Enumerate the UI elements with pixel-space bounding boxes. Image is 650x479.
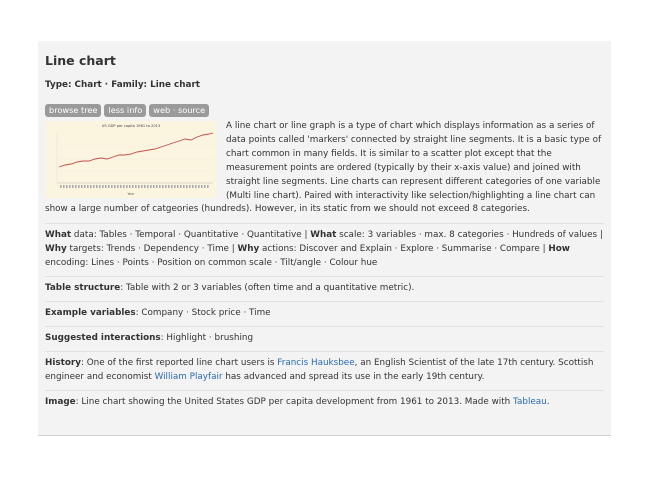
suggested-interactions-text: : Highlight · brushing bbox=[160, 332, 254, 343]
example-variables-label: Example variables bbox=[45, 307, 136, 318]
thumbnail-series-line bbox=[59, 133, 213, 167]
image-text: : Line chart showing the United States GDP per capita development from 1961 to 2013. Made with bbox=[75, 396, 514, 407]
image-section bbox=[45, 390, 604, 415]
thumbnail-svg bbox=[45, 121, 216, 198]
what-data-text: data: Tables · Temporal · Quantitative · Quantitative | bbox=[71, 230, 311, 241]
why-targets-label: Why bbox=[45, 244, 67, 255]
web-source-tag[interactable]: web · source bbox=[149, 104, 209, 117]
tableau-link[interactable]: Tableau bbox=[513, 396, 547, 407]
line-chart-thumbnail bbox=[45, 121, 216, 198]
image-label: Image bbox=[45, 396, 76, 407]
what-why-how-section bbox=[45, 223, 604, 276]
less-info-tag[interactable]: less info bbox=[104, 104, 146, 117]
table-structure-section bbox=[45, 276, 604, 301]
thumbnail-title: US GDP per capita 1961 to 2013 bbox=[101, 124, 161, 128]
thumbnail-x-label: Year bbox=[127, 192, 135, 196]
type-family-line: Type: Chart · Family: Line chart bbox=[45, 80, 201, 90]
suggested-interactions-label: Suggested interactions bbox=[45, 332, 161, 343]
history-text-1: : One of the first reported line chart users is bbox=[80, 357, 278, 368]
history-label: History bbox=[45, 357, 81, 368]
card-title: Line chart bbox=[45, 53, 116, 68]
history-text-2: , an English Scientist of the late 17th century. Scottish engineer and economist bbox=[45, 357, 594, 382]
what-data-label: What bbox=[45, 230, 72, 241]
why-targets-text: targets: Trends · Dependency · Time | bbox=[66, 244, 238, 255]
browse-tree-tag[interactable]: browse tree bbox=[45, 104, 101, 117]
history-text-3: has advanced and spread its use in the early 19th century. bbox=[222, 371, 485, 382]
why-actions-text: actions: Discover and Explain · Explore · Summarise · Compare | bbox=[259, 244, 549, 255]
how-text: encoding: Lines · Points · Position on common scale · Tilt/angle · Colour hue bbox=[45, 258, 378, 269]
image-text-end: . bbox=[546, 396, 550, 407]
history-section bbox=[45, 351, 604, 390]
how-label: How bbox=[548, 244, 570, 255]
example-variables-text: : Company · Stock price · Time bbox=[135, 307, 271, 318]
william-playfair-link[interactable]: William Playfair bbox=[154, 371, 223, 382]
why-actions-label: Why bbox=[237, 244, 260, 255]
description-text: A line chart or line graph is a type of chart which displays information as a series of data points called 'markers' connected by straight line segments. It is a basic type of chart common in many fields. It is similar to a scatter plot except that the measurement points are ordered (typically by their x-axis value) and joined with straight line segments. Line charts can represent different categories of one variable (Multi line chart). Paired with interactivity like selection/highlighting a line chart can show a large number of catgeories (hundreds). However, in its static from we should not exceed 8 categories. bbox=[45, 121, 602, 215]
description-block bbox=[45, 120, 604, 217]
tag-row bbox=[45, 98, 604, 115]
table-structure-label: Table structure bbox=[45, 283, 121, 294]
what-scale-text: scale: 3 variables · max. 8 categories · Hundreds of values | bbox=[336, 230, 603, 241]
table-structure-text: : Table with 2 or 3 variables (often time and a quantitative metric). bbox=[120, 283, 415, 294]
what-scale-label: What bbox=[310, 230, 337, 241]
suggested-interactions-section bbox=[45, 326, 604, 351]
francis-hauksbee-link[interactable]: Francis Hauksbee bbox=[277, 357, 355, 368]
thumbnail-tick-labels bbox=[59, 185, 209, 188]
example-variables-section bbox=[45, 301, 604, 326]
chart-info-card bbox=[38, 41, 611, 436]
